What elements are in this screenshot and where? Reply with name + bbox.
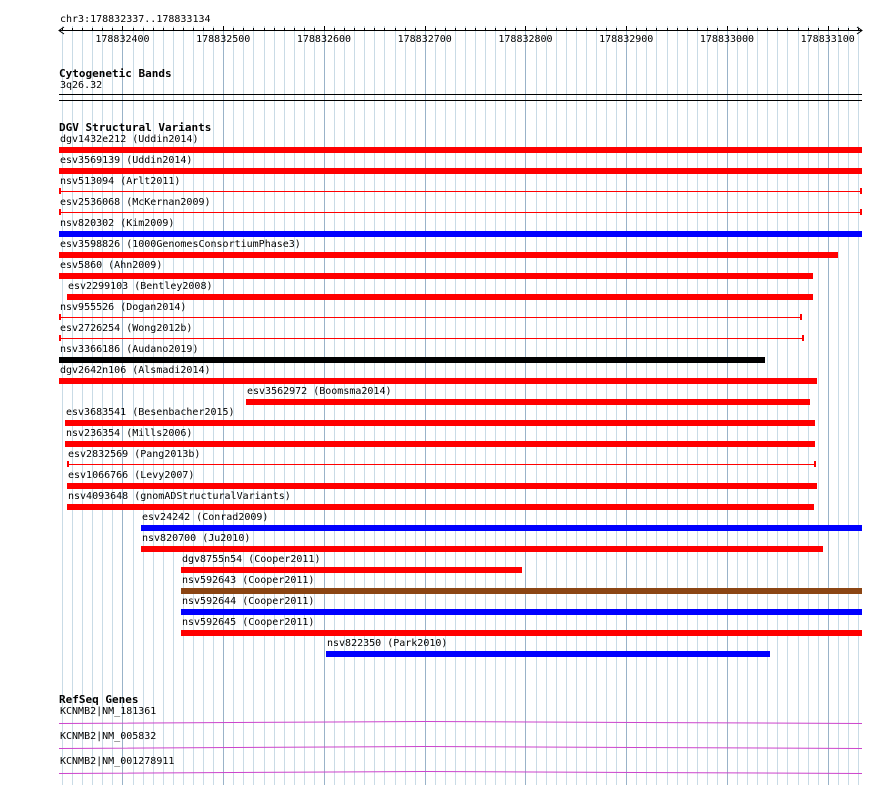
variant-label: esv24242 (Conrad2009)	[142, 512, 269, 523]
ruler-tick-label: 178832700	[397, 34, 452, 45]
variant-bar[interactable]	[65, 441, 815, 447]
variant-bar-endcap	[814, 461, 816, 467]
variant-bar[interactable]	[181, 567, 522, 573]
variant-bar-endcap	[59, 188, 61, 194]
ruler-tick-label: 178832500	[196, 34, 251, 45]
variant-label: nsv955526 (Dogan2014)	[60, 302, 187, 313]
ruler-tick-label: 178832400	[95, 34, 150, 45]
gene-intron-line[interactable]	[0, 766, 890, 778]
variant-bar-endcap	[59, 335, 61, 341]
variant-label: nsv3366186 (Audano2019)	[60, 344, 199, 355]
variant-label: esv3598826 (1000GenomesConsortiumPhase3)	[60, 239, 301, 250]
variant-label: nsv820700 (Ju2010)	[142, 533, 251, 544]
variant-bar-endcap	[860, 188, 862, 194]
gene-label: KCNMB2|NM_181361	[60, 706, 157, 717]
variant-bar[interactable]	[59, 357, 765, 363]
variant-bar-endcap	[860, 209, 862, 215]
variant-bar-endcap	[59, 209, 61, 215]
variant-bar[interactable]	[67, 294, 813, 300]
variant-label: esv1066766 (Levy2007)	[68, 470, 195, 481]
variant-bar[interactable]	[181, 630, 862, 636]
variant-label: esv2726254 (Wong2012b)	[60, 323, 193, 334]
gene-intron-path	[59, 722, 862, 724]
variant-label: dgv8755n54 (Cooper2011)	[182, 554, 321, 565]
gene-intron-path	[59, 747, 862, 749]
ruler-tick-label: 178833000	[699, 34, 755, 45]
variant-bar-endcap	[802, 335, 804, 341]
variant-bar[interactable]	[67, 504, 814, 510]
variant-label: esv3683541 (Besenbacher2015)	[66, 407, 235, 418]
gene-label: KCNMB2|NM_005832	[60, 731, 157, 742]
ruler-tick-label: 178832800	[498, 34, 553, 45]
variant-label: nsv236354 (Mills2006)	[66, 428, 193, 439]
variant-label: esv2299103 (Bentley2008)	[68, 281, 213, 292]
variant-label: nsv822350 (Park2010)	[327, 638, 448, 649]
variant-bar[interactable]	[59, 231, 862, 237]
variant-bar[interactable]	[181, 588, 862, 594]
variant-label: nsv592645 (Cooper2011)	[182, 617, 315, 628]
variant-bar[interactable]	[59, 212, 862, 213]
ruler-tick-label: 178832600	[296, 34, 352, 45]
variant-label: esv2536068 (McKernan2009)	[60, 197, 211, 208]
variant-label: esv3569139 (Uddin2014)	[60, 155, 193, 166]
variant-bar[interactable]	[59, 273, 813, 279]
variant-bar[interactable]	[181, 609, 862, 615]
variant-bar[interactable]	[59, 191, 862, 192]
variant-bar[interactable]	[246, 399, 810, 405]
variant-bar[interactable]	[141, 546, 823, 552]
variant-label: nsv820302 (Kim2009)	[60, 218, 175, 229]
variant-bar[interactable]	[67, 483, 817, 489]
variant-label: nsv592643 (Cooper2011)	[182, 575, 315, 586]
variant-bar[interactable]	[65, 420, 815, 426]
cytoband-bar-bottom	[59, 100, 862, 101]
variant-bar[interactable]	[59, 147, 862, 153]
variant-label: nsv513094 (Arlt2011)	[60, 176, 181, 187]
variant-label: esv5860 (Ahn2009)	[60, 260, 163, 271]
cytoband-section-title: Cytogenetic Bands	[59, 67, 172, 80]
cytoband-bar-top	[59, 94, 862, 95]
variant-bar-endcap	[59, 314, 61, 320]
variant-bar[interactable]	[326, 651, 770, 657]
ruler-tick-label: 178833100	[800, 34, 855, 45]
variant-label: dgv2642n106 (Alsmadi2014)	[60, 365, 211, 376]
variant-label: esv2832569 (Pang2013b)	[68, 449, 201, 460]
variant-label: esv3562972 (Boomsma2014)	[247, 386, 392, 397]
cytoband-label: 3q26.32	[60, 80, 103, 91]
variant-bar-endcap	[800, 314, 802, 320]
variant-bar-endcap	[67, 461, 69, 467]
dgv-section-title: DGV Structural Variants	[59, 121, 212, 134]
refseq-section-title: RefSeq Genes	[59, 693, 139, 706]
region-label: chr3:178832337..178833134	[60, 14, 211, 25]
gene-intron-line[interactable]	[0, 716, 890, 728]
gene-intron-line[interactable]	[0, 741, 890, 753]
variant-bar[interactable]	[59, 378, 817, 384]
variant-label: nsv4093648 (gnomADStructuralVariants)	[68, 491, 291, 502]
variant-bar[interactable]	[59, 338, 804, 339]
variant-bar[interactable]	[59, 168, 862, 174]
ruler-tick-label: 178832900	[599, 34, 654, 45]
variant-label: nsv592644 (Cooper2011)	[182, 596, 315, 607]
variant-bar[interactable]	[59, 317, 802, 318]
variant-bar[interactable]	[141, 525, 862, 531]
variant-label: dgv1432e212 (Uddin2014)	[60, 134, 199, 145]
gene-intron-path	[59, 772, 862, 774]
variant-bar[interactable]	[59, 252, 838, 258]
variant-bar[interactable]	[67, 464, 816, 465]
gene-label: KCNMB2|NM_001278911	[60, 756, 175, 767]
